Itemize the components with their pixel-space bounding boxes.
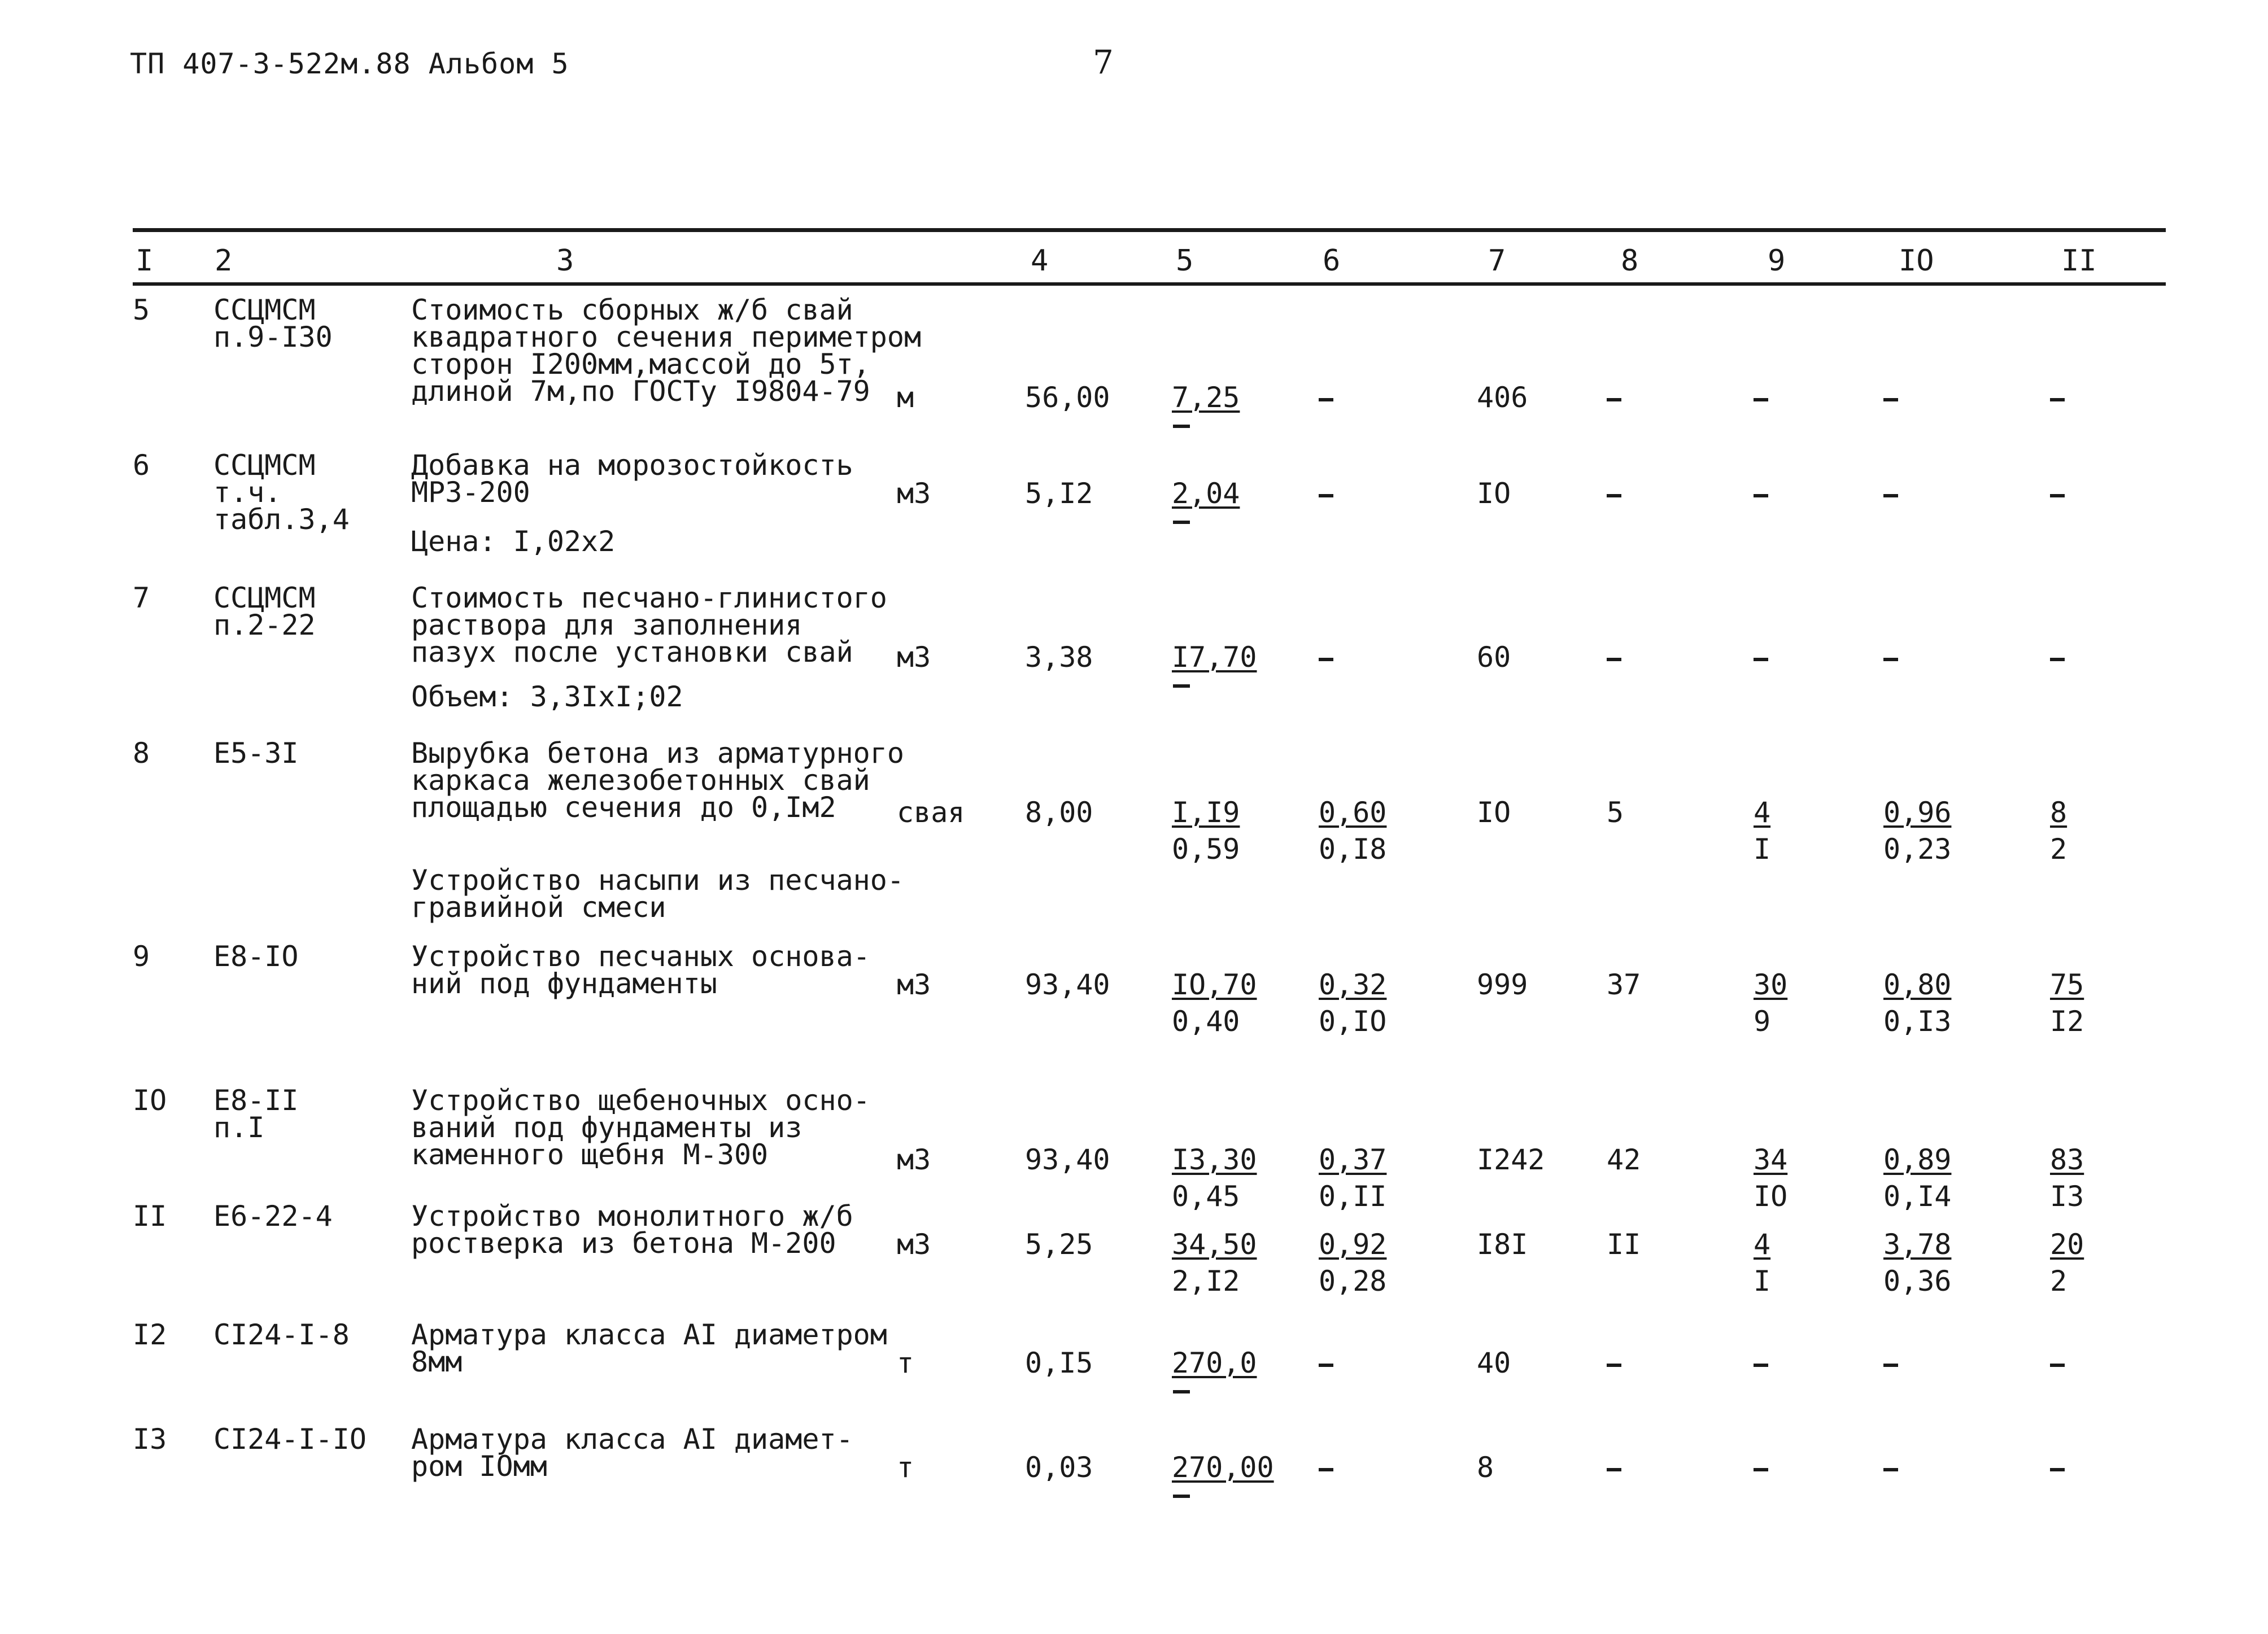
dash-mark	[1754, 1364, 1768, 1367]
quantity-cell: 3,38	[1025, 641, 1093, 674]
unit-cell: м3	[897, 968, 931, 1001]
column-header: IO	[1899, 244, 1934, 278]
col8-cell	[1607, 1454, 1621, 1481]
col10-cell	[1883, 644, 1898, 671]
row-description: Арматура класса АI диаметром	[411, 1318, 887, 1351]
col10-sub-cell: 0,I3	[1883, 1005, 1952, 1038]
row-code: п.2-22	[213, 609, 316, 641]
col9-cell	[1754, 384, 1768, 411]
row-description: сторон I200мм,массой до 5т,	[411, 348, 870, 381]
row-description: Устройство песчаных основа-	[411, 940, 870, 973]
col10-cell	[1883, 384, 1898, 411]
col10-cell: 3,78	[1883, 1228, 1952, 1261]
col8-cell	[1607, 480, 1621, 507]
dash-mark	[1319, 494, 1333, 497]
col10-cell: 0,80	[1883, 968, 1952, 1001]
row-number: I2	[133, 1318, 167, 1351]
row-description: ваний под фундаменты из	[411, 1111, 802, 1144]
col11-sub-cell: 2	[2050, 1265, 2068, 1297]
column-header: 9	[1768, 244, 1786, 278]
col11-cell	[2050, 644, 2065, 671]
column-header: 2	[215, 244, 233, 278]
price-cell: 7,25	[1172, 381, 1240, 414]
row-description: Устройство щебеночных осно-	[411, 1084, 870, 1117]
unit-cell: м3	[897, 1143, 931, 1176]
dash-mark	[1319, 1364, 1333, 1367]
col10-cell: 0,96	[1883, 796, 1952, 829]
col11-sub-cell: 2	[2050, 833, 2068, 866]
col7-cell: IO	[1477, 796, 1511, 829]
col9-cell: 34	[1754, 1143, 1788, 1176]
col6-sub-cell: 0,28	[1319, 1265, 1387, 1297]
col11-cell: 20	[2050, 1228, 2084, 1261]
price-sub-dash	[1173, 1495, 1190, 1498]
col6-cell: 0,60	[1319, 796, 1387, 829]
col9-cell	[1754, 1454, 1768, 1481]
unit-cell: т	[897, 1347, 914, 1379]
col10-sub-cell: 0,I4	[1883, 1180, 1952, 1213]
col6-cell	[1319, 384, 1333, 411]
dash-mark	[1607, 658, 1621, 661]
col9-cell	[1754, 1349, 1768, 1377]
col8-cell	[1607, 384, 1621, 411]
col10-sub-cell: 0,23	[1883, 833, 1952, 866]
col6-cell	[1319, 1349, 1333, 1377]
row-number: I3	[133, 1423, 167, 1456]
col7-cell: 8	[1477, 1451, 1494, 1484]
price-sub-cell: 0,59	[1172, 833, 1240, 866]
row-description: Стоимость сборных ж/б свай	[411, 294, 853, 326]
row-number: IO	[133, 1084, 167, 1117]
col7-cell: I242	[1477, 1143, 1545, 1176]
col6-sub-cell: 0,I8	[1319, 833, 1387, 866]
col10-cell: 0,89	[1883, 1143, 1952, 1176]
row-code: ССЦМСМ	[213, 449, 316, 482]
dash-mark	[1607, 398, 1621, 401]
col7-cell: 60	[1477, 641, 1511, 674]
row-code: СI24-I-IO	[213, 1423, 367, 1456]
column-header: 7	[1488, 244, 1506, 278]
row-description: Устройство монолитного ж/б	[411, 1200, 853, 1233]
dash-mark	[1754, 658, 1768, 661]
row-description: Стоимость песчано-глинистого	[411, 582, 887, 614]
dash-mark	[2050, 1364, 2065, 1367]
col6-sub-cell: 0,IO	[1319, 1005, 1387, 1038]
col9-sub-cell: IO	[1754, 1180, 1788, 1213]
dash-mark	[1607, 1468, 1621, 1471]
row-description: пазух после установки свай	[411, 636, 853, 669]
row-code: п.I	[213, 1111, 265, 1144]
row-code: ССЦМСМ	[213, 294, 316, 326]
price-sub-dash	[1173, 684, 1190, 688]
col10-cell	[1883, 480, 1898, 507]
column-header: I	[136, 244, 154, 278]
row-subheading: Устройство насыпи из песчано-	[411, 864, 904, 897]
col10-cell	[1883, 1349, 1898, 1377]
row-description: МРЗ-200	[411, 476, 530, 509]
row-code: Е6-22-4	[213, 1200, 333, 1233]
col6-cell: 0,37	[1319, 1143, 1387, 1176]
dash-mark	[1883, 398, 1898, 401]
col6-cell	[1319, 1454, 1333, 1481]
col8-cell: 37	[1607, 968, 1641, 1001]
dash-mark	[1607, 494, 1621, 497]
dash-mark	[1319, 398, 1333, 401]
col11-sub-cell: I2	[2050, 1005, 2084, 1038]
col11-cell	[2050, 480, 2065, 507]
price-sub-dash	[1173, 521, 1190, 524]
row-number: 8	[133, 737, 150, 770]
col10-sub-cell: 0,36	[1883, 1265, 1952, 1297]
col9-cell	[1754, 480, 1768, 507]
row-note: Цена: I,02х2	[411, 525, 616, 558]
row-description: раствора для заполнения	[411, 609, 802, 641]
dash-mark	[1883, 1468, 1898, 1471]
price-cell: 2,04	[1172, 477, 1240, 510]
table-top-rule	[133, 228, 2166, 232]
row-description: ростверка из бетона М-200	[411, 1227, 836, 1260]
unit-cell: м3	[897, 477, 931, 510]
column-header: 3	[556, 244, 574, 278]
col7-cell: 406	[1477, 381, 1528, 414]
col9-sub-cell: 9	[1754, 1005, 1771, 1038]
col7-cell: I8I	[1477, 1228, 1528, 1261]
column-header: 4	[1031, 244, 1049, 278]
unit-cell: свая	[897, 796, 965, 829]
row-code: Е8-IO	[213, 940, 299, 973]
quantity-cell: 93,40	[1025, 1143, 1110, 1176]
col11-cell	[2050, 384, 2065, 411]
quantity-cell: 5,25	[1025, 1228, 1093, 1261]
dash-mark	[1607, 1364, 1621, 1367]
document-header: ТП 407-3-522м.88 Альбом 5	[130, 47, 569, 80]
row-code: Е5-3I	[213, 737, 299, 770]
col11-cell: 75	[2050, 968, 2084, 1001]
dash-mark	[1883, 494, 1898, 497]
col11-cell	[2050, 1454, 2065, 1481]
price-sub-dash	[1173, 425, 1190, 428]
price-sub-cell: 0,40	[1172, 1005, 1240, 1038]
price-cell: 270,0	[1172, 1347, 1257, 1379]
col6-cell: 0,92	[1319, 1228, 1387, 1261]
col6-cell: 0,32	[1319, 968, 1387, 1001]
col6-sub-cell: 0,II	[1319, 1180, 1387, 1213]
col10-cell	[1883, 1454, 1898, 1481]
col8-cell: 5	[1607, 796, 1624, 829]
dash-mark	[1883, 1364, 1898, 1367]
col8-cell	[1607, 644, 1621, 671]
price-cell: 270,00	[1172, 1451, 1274, 1484]
dash-mark	[1754, 398, 1768, 401]
dash-mark	[1319, 658, 1333, 661]
row-number: II	[133, 1200, 167, 1233]
dash-mark	[1883, 658, 1898, 661]
col8-cell	[1607, 1349, 1621, 1377]
col6-cell	[1319, 480, 1333, 507]
col11-cell: 8	[2050, 796, 2068, 829]
col9-sub-cell: I	[1754, 1265, 1771, 1297]
dash-mark	[1754, 1468, 1768, 1471]
col11-sub-cell: I3	[2050, 1180, 2084, 1213]
row-description: длиной 7м,по ГОСТу I9804-79	[411, 375, 870, 408]
row-description: 8мм	[411, 1345, 463, 1378]
dash-mark	[2050, 398, 2065, 401]
column-header: 5	[1176, 244, 1194, 278]
row-number: 5	[133, 294, 150, 326]
col7-cell: IO	[1477, 477, 1511, 510]
row-description: Арматура класса АI диамет-	[411, 1423, 853, 1456]
col7-cell: 999	[1477, 968, 1528, 1001]
row-description: ром IOмм	[411, 1450, 547, 1483]
column-header: 8	[1621, 244, 1639, 278]
row-code: ССЦМСМ	[213, 582, 316, 614]
dash-mark	[2050, 658, 2065, 661]
row-number: 6	[133, 449, 150, 482]
dash-mark	[1319, 1468, 1333, 1471]
unit-cell: м3	[897, 641, 931, 674]
column-header: II	[2061, 244, 2097, 278]
quantity-cell: 93,40	[1025, 968, 1110, 1001]
price-cell: I3,30	[1172, 1143, 1257, 1176]
col11-cell: 83	[2050, 1143, 2084, 1176]
row-note: Объем: 3,3IхI;02	[411, 680, 683, 713]
unit-cell: м3	[897, 1228, 931, 1261]
dash-mark	[2050, 494, 2065, 497]
price-cell: I7,70	[1172, 641, 1257, 674]
price-cell: I,I9	[1172, 796, 1240, 829]
price-cell: IO,70	[1172, 968, 1257, 1001]
row-code: Е8-II	[213, 1084, 299, 1117]
page-number: 7	[1093, 43, 1114, 81]
col11-cell	[2050, 1349, 2065, 1377]
table-header-rule	[133, 282, 2166, 286]
quantity-cell: 0,03	[1025, 1451, 1093, 1484]
quantity-cell: 5,I2	[1025, 477, 1093, 510]
col9-cell	[1754, 644, 1768, 671]
price-sub-dash	[1173, 1390, 1190, 1393]
quantity-cell: 0,I5	[1025, 1347, 1093, 1379]
row-description: Добавка на морозостойкость	[411, 449, 853, 482]
price-sub-cell: 2,I2	[1172, 1265, 1240, 1297]
dash-mark	[1754, 494, 1768, 497]
row-code: табл.3,4	[213, 503, 350, 536]
row-code: СI24-I-8	[213, 1318, 350, 1351]
row-description: каменного щебня М-300	[411, 1138, 769, 1171]
row-code: п.9-I30	[213, 321, 333, 353]
dash-mark	[2050, 1468, 2065, 1471]
row-number: 9	[133, 940, 150, 973]
row-description: ний под фундаменты	[411, 967, 717, 1000]
col6-cell	[1319, 644, 1333, 671]
col8-cell: 42	[1607, 1143, 1641, 1176]
row-subheading: гравийной смеси	[411, 891, 666, 924]
quantity-cell: 56,00	[1025, 381, 1110, 414]
col9-cell: 4	[1754, 796, 1771, 829]
price-sub-cell: 0,45	[1172, 1180, 1240, 1213]
row-description: квадратного сечения периметром	[411, 321, 922, 353]
col7-cell: 40	[1477, 1347, 1511, 1379]
row-description: Вырубка бетона из арматурного	[411, 737, 904, 770]
price-cell: 34,50	[1172, 1228, 1257, 1261]
row-description: каркаса железобетонных свай	[411, 764, 870, 797]
quantity-cell: 8,00	[1025, 796, 1093, 829]
col8-cell: II	[1607, 1228, 1641, 1261]
column-header: 6	[1323, 244, 1341, 278]
row-code: т.ч.	[213, 476, 282, 509]
col9-cell: 4	[1754, 1228, 1771, 1261]
row-description: площадью сечения до 0,Iм2	[411, 791, 836, 824]
col9-sub-cell: I	[1754, 833, 1771, 866]
unit-cell: м	[897, 381, 914, 414]
unit-cell: т	[897, 1451, 914, 1484]
col9-cell: 30	[1754, 968, 1788, 1001]
row-number: 7	[133, 582, 150, 614]
